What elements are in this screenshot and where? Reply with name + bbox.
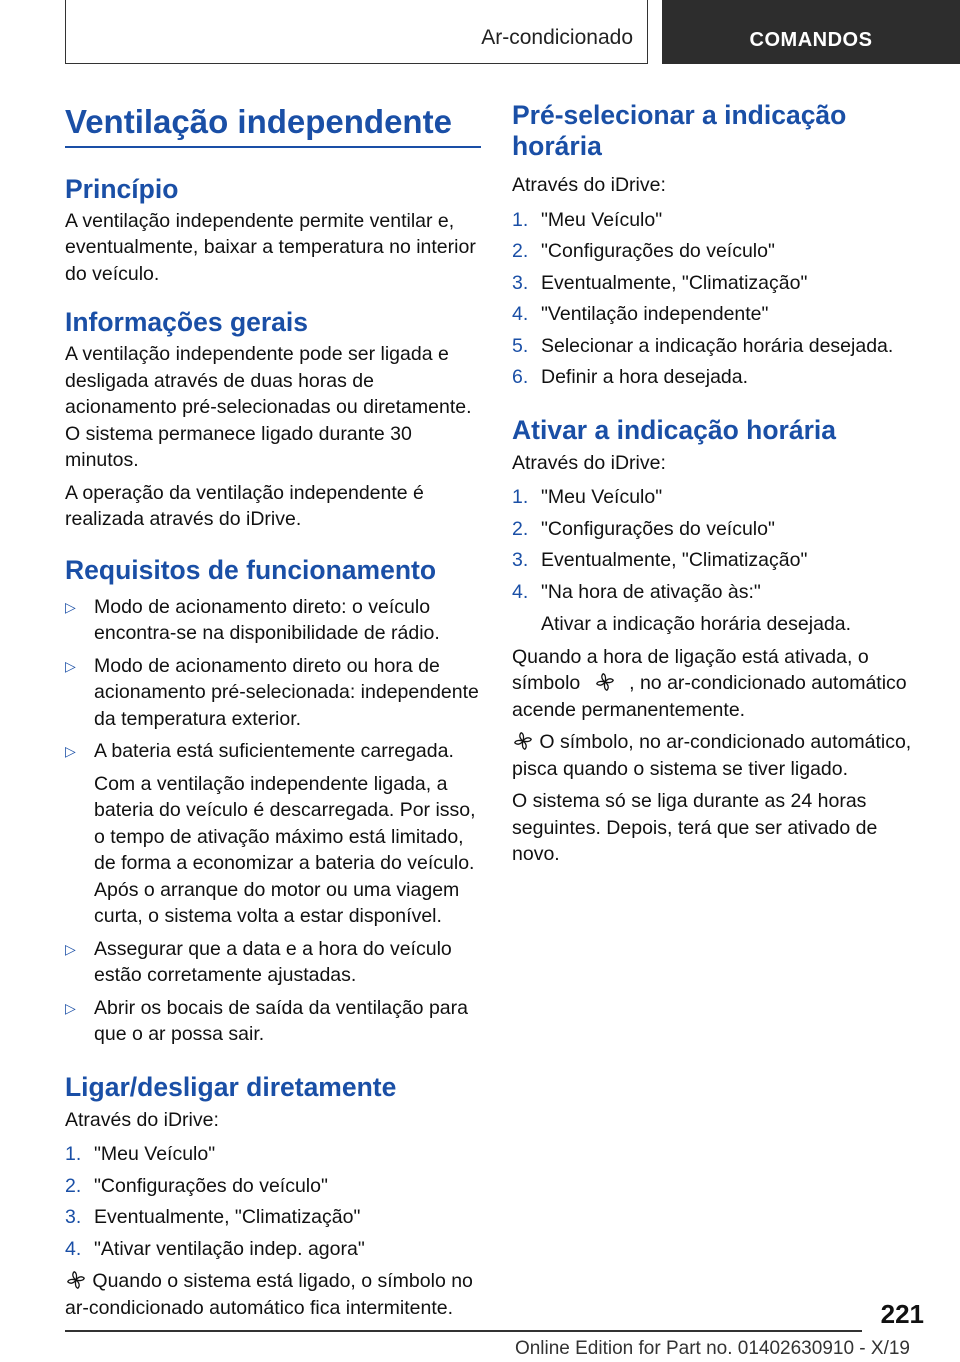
footer-rule [65,1330,862,1332]
ligar-note: Quando o sistema está ligado, o símbolo no ar-condicionado automático fica intermitente. [65,1270,473,1319]
ligar-intro: Através do iDrive: [65,1108,219,1131]
page-title: Ventilação independente [65,103,452,140]
list-item: ▷ Assegurar que a data e a hora do veículo estão corretamente ajustadas. [65,936,481,989]
list-item: 1. "Meu Veículo" [65,1143,216,1165]
fan-icon [65,1269,87,1291]
heading-informacoes: Informações gerais [65,307,309,337]
fan-icon [512,730,534,752]
heading-ativar: Ativar a indicação horária [512,414,837,445]
ativar-steps [512,484,928,638]
pre-intro: Através do iDrive: [512,174,666,196]
info-text-1: A ventilação independente pode ser ligada e desligada através de duas horas de acionamento pré-selecionadas ou diretamente. O sistema permanece ligado durante 30 minutos. [65,343,472,471]
list-item: 3. Eventualmente, "Climatização" [512,549,808,571]
list-item: 4. "Ativar ventilação indep. agora" [65,1237,365,1260]
list-item: ▷ Abrir os bocais de saída da ventilação para que o ar possa sair. [65,995,481,1048]
page-number: 221 [880,1299,924,1329]
ativar-intro: Através do iDrive: [512,451,666,474]
requirements-list [65,594,481,1048]
list-item: 2. "Configurações do veículo" [512,517,775,540]
list-item: 5. Selecionar a indicação horária desejada. [512,334,894,357]
ligar-steps [65,1141,481,1262]
footer-edition: Online Edition for Part no. 01402630910 - X/19 [514,1338,910,1359]
list-item: ▷ Modo de acionamento direto ou hora de acionamento pré-selecionada: independente da temperatura exterior. [65,653,481,733]
heading-ligar: Ligar/desligar diretamente [65,1071,397,1102]
section-title: Ar-condicionado [481,26,633,49]
list-item: 4. "Na hora de ativação às:" Ativar a indicação horária desejada. [512,579,928,638]
ativar-text-1: Quando a hora de ligação está ativada, o símbolo , no ar-condicionado automático acende permanentemente. [512,645,907,721]
right-column [512,100,928,868]
heading-principio: Princípio [65,173,179,204]
list-item: 4. "Ventilação independente" [512,303,769,325]
list-item: 3. Eventualmente, "Climatização" [512,271,808,294]
ativar-text-2: O símbolo, no ar-condicionado automático, pisca quando o sistema se tiver ligado. [512,731,912,780]
pre-steps [512,207,928,391]
list-item: ▷ Modo de acionamento direto: o veículo encontra-se na disponibilidade de rádio. [65,594,481,647]
fan-icon [594,671,616,693]
list-item: ▷ A bateria está suficientemente carregada. Com a ventilação independente ligada, a bateria do veículo é descarregada. Por isso, o tempo de ativação máximo está limitado, de forma a economizar a bateria do veículo. Após o arranque do motor ou uma viagem curta, o sistema volta a estar disponível. [65,738,481,930]
list-item: 3. Eventualmente, "Climatização" [65,1206,361,1228]
chapter-title: COMANDOS [749,29,873,51]
ativar-text-3: O sistema só se liga durante as 24 horas seguintes. Depois, terá que ser ativado de novo. [512,790,878,865]
info-text-2: A operação da ventilação independente é realizada através do iDrive. [65,481,424,530]
list-item: 2. "Configurações do veículo" [65,1174,328,1197]
list-item: 1. "Meu Veículo" [512,208,663,231]
principio-text: A ventilação independente permite ventilar e, eventualmente, baixar a temperatura no interior do veículo. [65,209,476,285]
left-column [65,100,481,1321]
header-chapter-tab [662,0,960,64]
list-item-note: Com a ventilação independente ligada, a bateria do veículo é descarregada. Por isso, o tempo de ativação máximo está limitado, de forma a economizar a bateria do veículo. Após o arranque do motor ou uma viagem curta, o sistema volta a estar disponível. [94,772,476,927]
list-item: 2. "Configurações do veículo" [512,240,775,262]
header-section-tab [65,0,648,64]
heading-requisitos: Requisitos de funcionamento [65,554,437,585]
list-item: 1. "Meu Veículo" [512,486,663,508]
list-item: 6. Definir a hora desejada. [512,366,749,388]
list-item-note: Ativar a indicação horária desejada. [541,613,852,635]
heading-preselecionar: Pré-selecionar a indicação horária [512,100,847,161]
